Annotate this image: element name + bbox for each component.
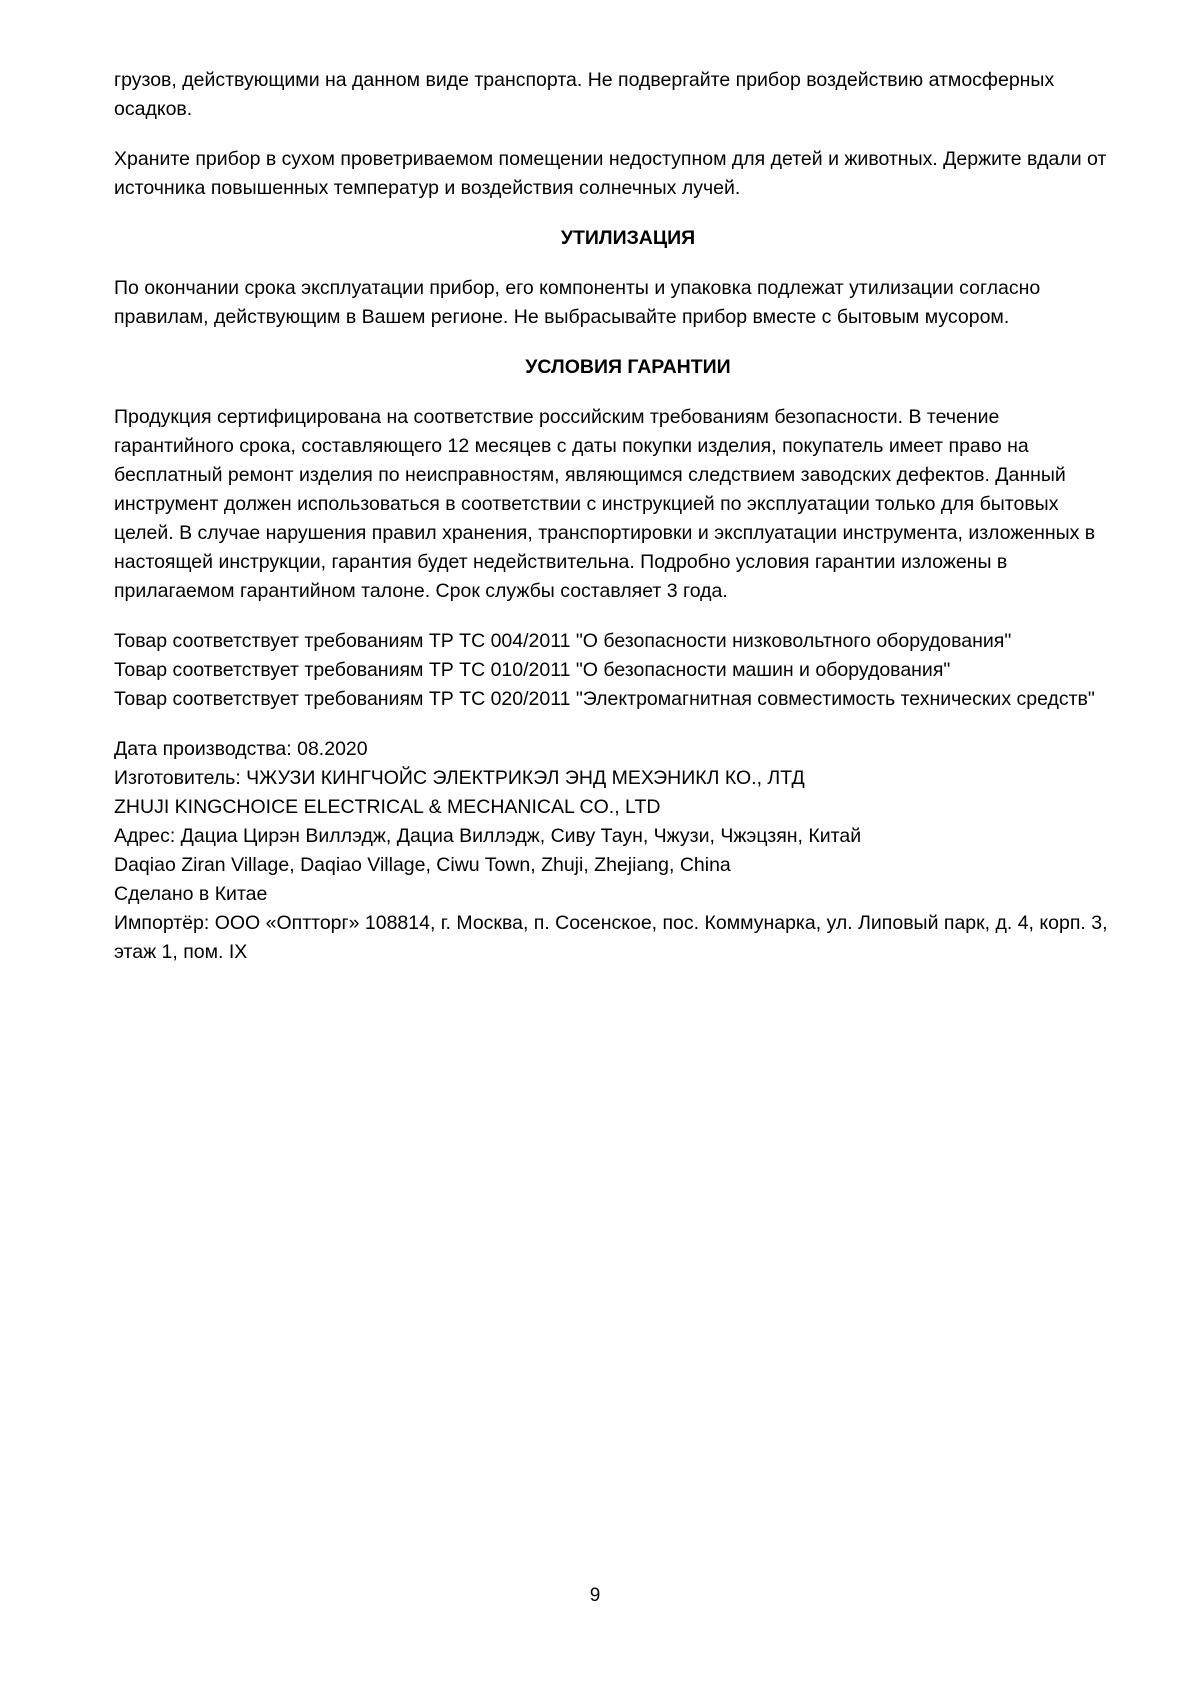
- storage-paragraph: Храните прибор в сухом проветриваемом помещении недоступном для детей и животных. Держите вдали от источника повышенных температур и воздействия солнечных лучей.: [114, 148, 1107, 199]
- manufacturer-name-ru: Изготовитель: ЧЖУЗИ КИНГЧОЙС ЭЛЕКТРИКЭЛ ЭНД МЕХЭНИКЛ КО., ЛТД: [114, 767, 805, 789]
- manufacturer-block: [114, 735, 1114, 967]
- warranty-paragraph: Продукция сертифицирована на соответствие российским требованиям безопасности. В течение гарантийного срока, составляющего 12 месяцев с даты покупки изделия, покупатель имеет право на бесплатный ремонт изделия по неисправностям, являющимся следствием заводских дефектов. Данный инструмент должен использоваться в соответствии с инструкцией по эксплуатации только для бытовых целей. В случае нарушения правил хранения, транспортировки и эксплуатации инструмента, изложенных в настоящей инструкции, гарантия будет недействительна. Подробно условия гарантии изложены в прилагаемом гарантийном талоне. Срок службы составляет 3 года.: [114, 406, 1096, 602]
- warranty-heading: УСЛОВИЯ ГАРАНТИИ: [525, 356, 731, 378]
- document-page: [114, 66, 1114, 967]
- compliance-line: Товар соответствует требованиям ТР ТС 010/2011 "О безопасности машин и оборудования": [114, 659, 951, 681]
- compliance-block: [114, 627, 1114, 714]
- disposal-heading: УТИЛИЗАЦИЯ: [560, 227, 696, 249]
- manufacturer-address-en: Daqiao Ziran Village, Daqiao Village, Ciwu Town, Zhuji, Zhejiang, China: [114, 854, 731, 876]
- production-date: Дата производства: 08.2020: [114, 738, 368, 760]
- manufacturer-address-ru: Адрес: Дациа Цирэн Виллэдж, Дациа Виллэдж, Сиву Таун, Чжузи, Чжэцзян, Китай: [114, 825, 862, 847]
- page-number: 9: [589, 1585, 601, 1606]
- transport-paragraph: грузов, действующими на данном виде транспорта. Не подвергайте прибор воздействию атмосферных осадков.: [114, 69, 1055, 120]
- compliance-line: Товар соответствует требованиям ТР ТС 004/2011 "О безопасности низковольтного оборудования": [114, 630, 1012, 652]
- compliance-line: Товар соответствует требованиям ТР ТС 020/2011 "Электромагнитная совместимость технических средств": [114, 688, 1095, 710]
- disposal-paragraph: По окончании срока эксплуатации прибор, его компоненты и упаковка подлежат утилизации согласно правилам, действующим в Вашем регионе. Не выбрасывайте прибор вместе с бытовым мусором.: [114, 277, 1041, 328]
- importer-info: Импортёр: ООО «Оптторг» 108814, г. Москва, п. Сосенское, пос. Коммунарка, ул. Липовый парк, д. 4, корп. 3, этаж 1, пом. IX: [114, 912, 1108, 963]
- manufacturer-name-en: ZHUJI KINGCHOICE ELECTRICAL & MECHANICAL CO., LTD: [114, 796, 661, 818]
- country-of-origin: Сделано в Китае: [114, 883, 268, 905]
